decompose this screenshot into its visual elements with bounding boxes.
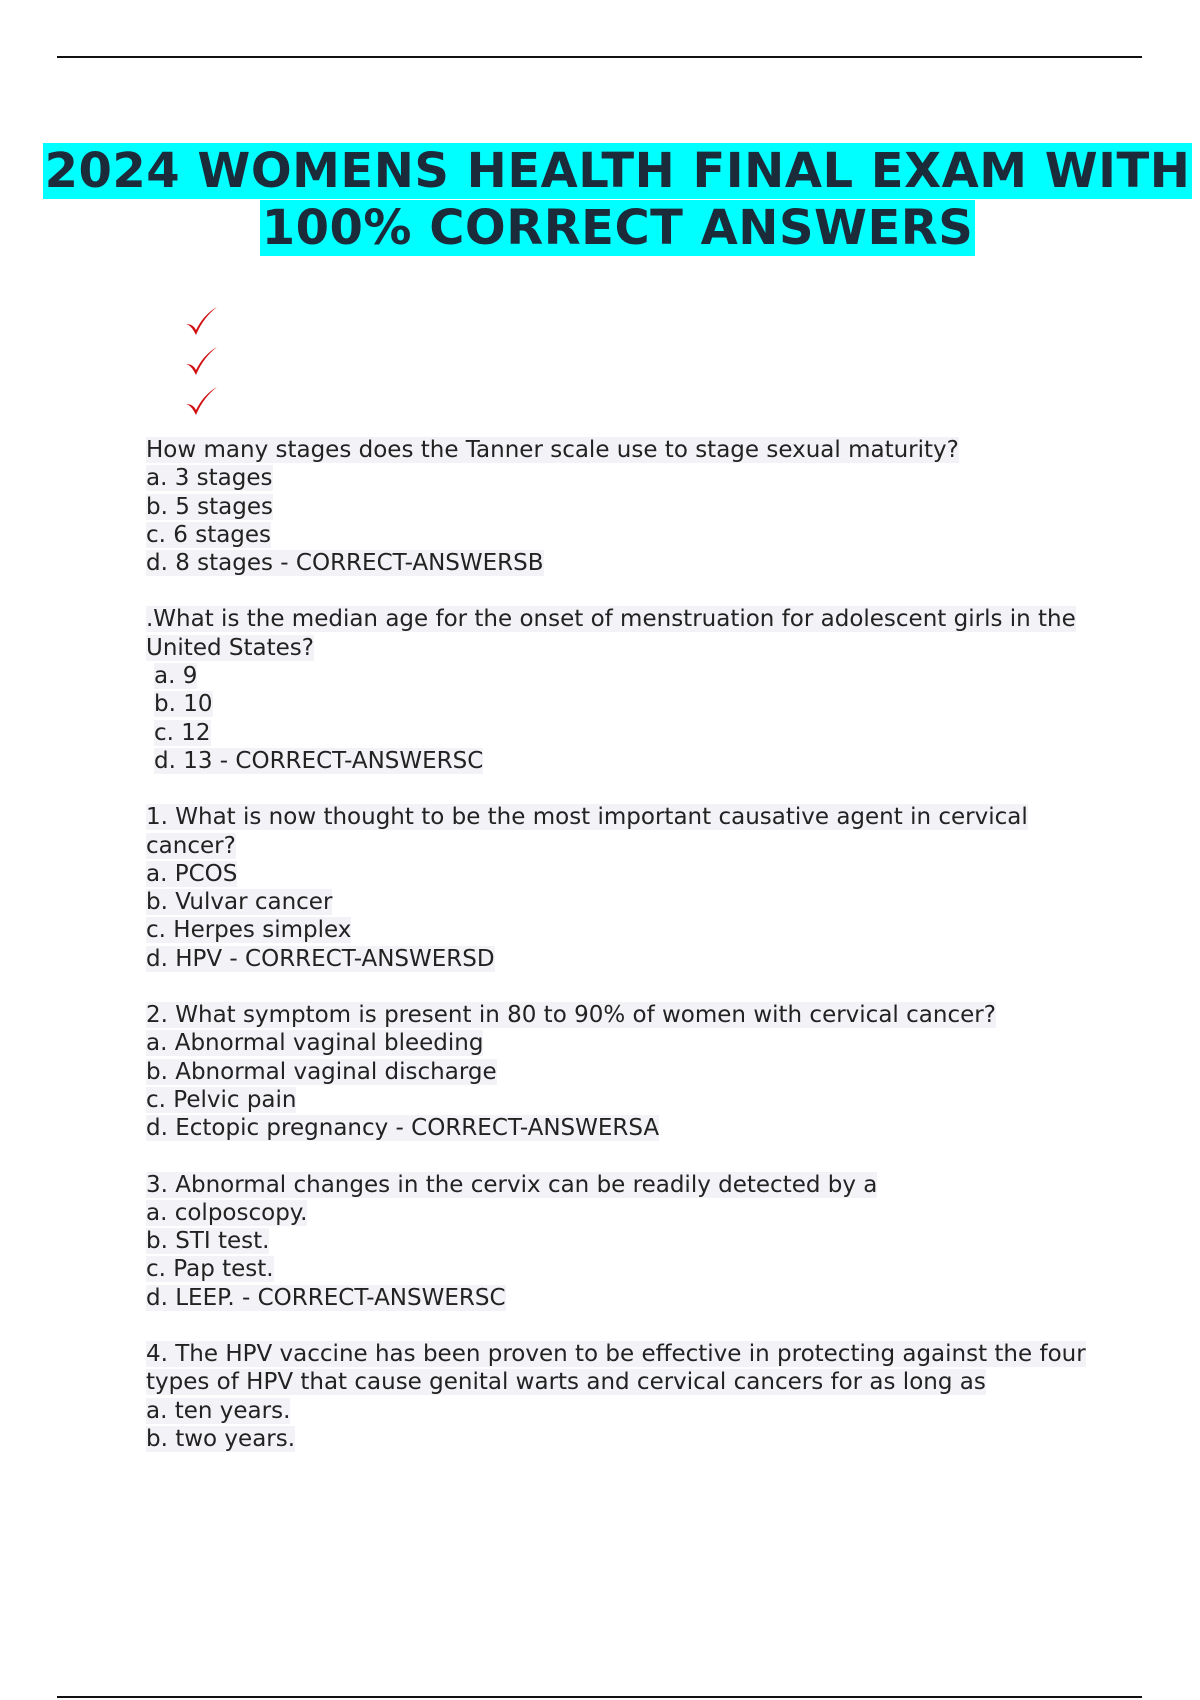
question-block	[146, 436, 1096, 577]
top-rule	[57, 56, 1142, 58]
question-text: 1. What is now thought to be the most important causative agent in cervical cancer?	[146, 804, 1028, 859]
question-block	[146, 1001, 1096, 1142]
answer-option: b. STI test.	[146, 1228, 270, 1255]
answer-option-correct: d. 13 - CORRECT-ANSWERSC	[154, 747, 484, 774]
checkmark-list	[183, 304, 223, 424]
answer-option: b. two years.	[146, 1425, 296, 1452]
question-list	[146, 436, 1096, 1481]
answer-option: a. ten years.	[146, 1397, 291, 1424]
page-title	[0, 143, 1200, 257]
answer-option: c. Pap test.	[146, 1256, 274, 1283]
checkmark-icon	[183, 304, 223, 344]
answer-option-correct: d. Ectopic pregnancy - CORRECT-ANSWERSA	[146, 1115, 660, 1142]
question-text: 3. Abnormal changes in the cervix can be readily detected by a	[146, 1171, 878, 1198]
answer-option: c. 12	[154, 719, 211, 746]
question-block	[146, 1171, 1096, 1312]
question-block	[146, 1340, 1096, 1453]
answer-option: b. 5 stages	[146, 493, 273, 520]
question-text: How many stages does the Tanner scale use to stage sexual maturity?	[146, 437, 959, 463]
answer-option: a. colposcopy.	[146, 1199, 308, 1226]
answer-option: b. 10	[154, 691, 213, 718]
answer-option-correct: d. HPV - CORRECT-ANSWERSD	[146, 945, 495, 972]
answer-option: b. Abnormal vaginal discharge	[146, 1058, 497, 1085]
answer-option-correct: d. 8 stages - CORRECT-ANSWERSB	[146, 550, 544, 577]
checkmark-icon	[183, 344, 223, 384]
question-text: 4. The HPV vaccine has been proven to be effective in protecting against the four types of HPV that cause genital warts and cervical cancers for as long as	[146, 1341, 1086, 1396]
bottom-rule	[57, 1696, 1142, 1698]
answer-option: c. Pelvic pain	[146, 1086, 297, 1113]
question-block	[146, 803, 1096, 973]
answer-option: b. Vulvar cancer	[146, 889, 333, 916]
question-block	[146, 605, 1096, 775]
question-text: 2. What symptom is present in 80 to 90% of women with cervical cancer?	[146, 1002, 996, 1029]
answer-option: a. 3 stages	[146, 465, 273, 492]
answer-option: c. Herpes simplex	[146, 917, 352, 944]
answer-option-correct: d. LEEP. - CORRECT-ANSWERSC	[146, 1284, 506, 1311]
answer-option: a. Abnormal vaginal bleeding	[146, 1030, 484, 1057]
answer-option: c. 6 stages	[146, 521, 272, 548]
answer-option: a. PCOS	[146, 860, 238, 887]
answer-option: a. 9	[154, 663, 198, 690]
page-title-text: 2024 WOMENS HEALTH FINAL EXAM WITH 100% CORRECT ANSWERS	[44, 143, 1191, 256]
question-text: .What is the median age for the onset of menstruation for adolescent girls in the United States?	[146, 606, 1076, 661]
checkmark-icon	[183, 384, 223, 424]
